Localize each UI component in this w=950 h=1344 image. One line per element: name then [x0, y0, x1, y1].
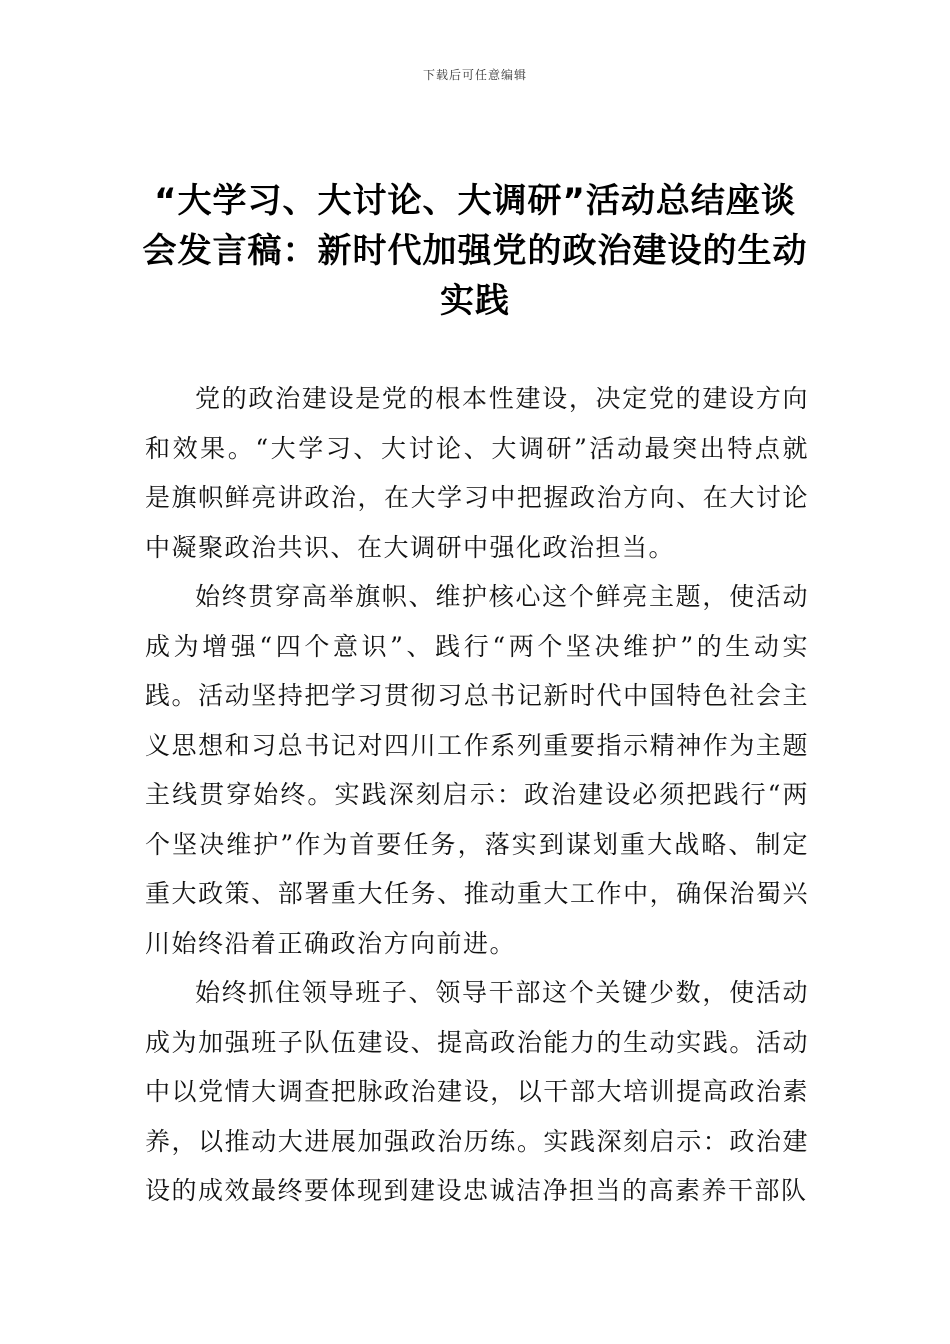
header-note: 下载后可任意编辑 [422, 68, 527, 82]
paragraph: 党的政治建设是党的根本性建设，决定党的建设方向和效果。“大学习、大讨论、大调研”活动最突出特点就是旗帜鲜亮讲政治，在大学习中把握政治方向、在大讨论中凝聚政治共识、在大调研中强化政治担当。 [145, 384, 809, 562]
paragraph: 始终贯穿高举旗帜、维护核心这个鲜亮主题，使活动成为增强“四个意识”、践行“两个坚决维护”的生动实践。活动坚持把学习贯彻习总书记新时代中国特色社会主义思想和习总书记对四川工作系列重要指示精神作为主题主线贯穿始终。实践深刻启示：政治建设必须把践行“两个坚决维护”作为首要任务，落实到谋划重大战略、制定重大政策、部署重大任务、推动重大工作中，确保治蜀兴川始终沿着正确政治方向前进。 [145, 582, 809, 958]
paragraph: 始终抓住领导班子、领导干部这个关键少数，使活动成为加强班子队伍建设、提高政治能力的生动实践。活动中以党情大调查把脉政治建设，以干部大培训提高政治素养，以推动大进展加强政治历练。实践深刻启示：政治建设的成效最终要体现到建设忠诚洁净担当的高素养干部队 [145, 978, 809, 1205]
document-body [145, 374, 809, 1216]
document-title: “大学习、大讨论、大调研”活动总结座谈会发言稿：新时代加强党的政治建设的生动实践 [142, 181, 808, 321]
